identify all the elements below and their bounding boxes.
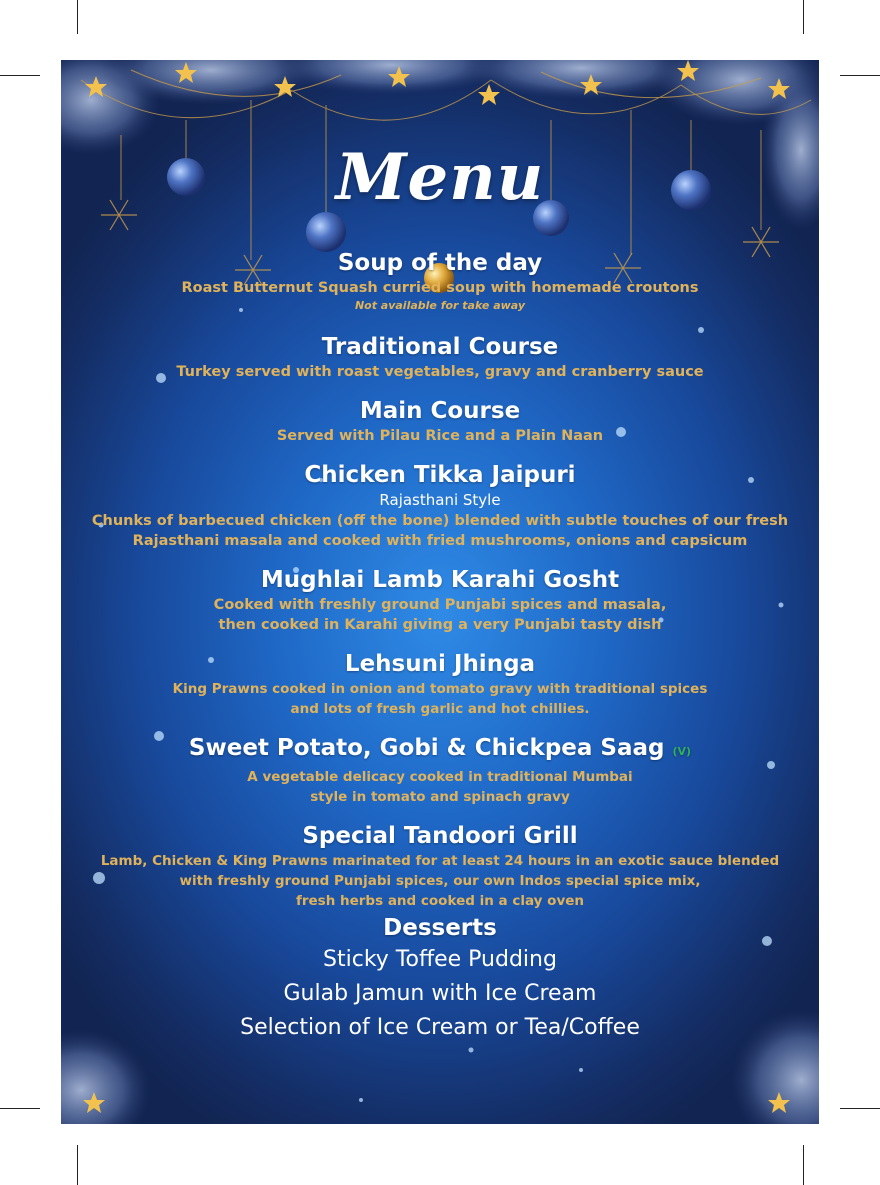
main-course-heading: Main Course bbox=[359, 398, 521, 424]
dish-description-line: A vegetable delicacy cooked in traditional Mumbai bbox=[247, 769, 633, 785]
dish-description-line: Chunks of barbecued chicken (off the bone) blended with subtle touches of our fresh bbox=[91, 513, 789, 529]
traditional-description: Turkey served with roast vegetables, gravy and cranberry sauce bbox=[176, 364, 704, 380]
dish-name: Chicken Tikka Jaipuri bbox=[304, 462, 576, 488]
dish-name: Lehsuni Jhinga bbox=[344, 651, 536, 677]
dish-description-line: then cooked in Karahi giving a very Punjabi tasty dish bbox=[218, 617, 662, 633]
dish-description-line: Cooked with freshly ground Punjabi spices and masala, bbox=[213, 597, 667, 613]
dish-name: Sweet Potato, Gobi & Chickpea Saag bbox=[188, 735, 665, 761]
dish-name: Special Tandoori Grill bbox=[302, 823, 578, 849]
dessert-item: Selection of Ice Cream or Tea/Coffee bbox=[240, 1015, 640, 1040]
menu-card bbox=[61, 60, 819, 1124]
main-course-description: Served with Pilau Rice and a Plain Naan bbox=[276, 428, 604, 444]
dish-description-line: King Prawns cooked in onion and tomato gravy with traditional spices bbox=[172, 681, 708, 697]
crop-mark bbox=[77, 0, 78, 34]
traditional-heading: Traditional Course bbox=[321, 334, 559, 360]
crop-mark bbox=[840, 75, 880, 76]
dish-subtitle: Rajasthani Style bbox=[379, 491, 501, 509]
soup-description: Roast Butternut Squash curried soup with homemade croutons bbox=[181, 280, 699, 296]
crop-mark bbox=[803, 0, 804, 34]
crop-mark bbox=[0, 1108, 40, 1109]
dish-description-line: Lamb, Chicken & King Prawns marinated for at least 24 hours in an exotic sauce blended bbox=[100, 853, 780, 869]
dish-name: Mughlai Lamb Karahi Gosht bbox=[260, 567, 620, 593]
dish-description-line: and lots of fresh garlic and hot chillies. bbox=[290, 701, 590, 717]
soup-heading: Soup of the day bbox=[337, 250, 543, 276]
vegetarian-badge: (V) bbox=[672, 745, 692, 758]
crop-mark bbox=[840, 1108, 880, 1109]
crop-mark bbox=[803, 1145, 804, 1185]
menu-content bbox=[61, 248, 819, 1045]
desserts-heading: Desserts bbox=[383, 915, 497, 941]
dessert-item: Gulab Jamun with Ice Cream bbox=[283, 981, 597, 1006]
ornament-blue bbox=[306, 212, 346, 252]
crop-mark bbox=[77, 1145, 78, 1185]
dish-description-line: style in tomato and spinach gravy bbox=[310, 789, 570, 805]
dish-description-line: fresh herbs and cooked in a clay oven bbox=[295, 893, 585, 909]
menu-title: Menu bbox=[335, 140, 545, 215]
crop-mark bbox=[0, 75, 40, 76]
soup-note: Not available for take away bbox=[354, 299, 526, 312]
dish-description-line: Rajasthani masala and cooked with fried mushrooms, onions and capsicum bbox=[132, 533, 748, 549]
dish-description-line: with freshly ground Punjabi spices, our own Indos special spice mix, bbox=[179, 873, 701, 889]
dessert-item: Sticky Toffee Pudding bbox=[323, 947, 557, 972]
dish-name-row bbox=[61, 733, 819, 767]
